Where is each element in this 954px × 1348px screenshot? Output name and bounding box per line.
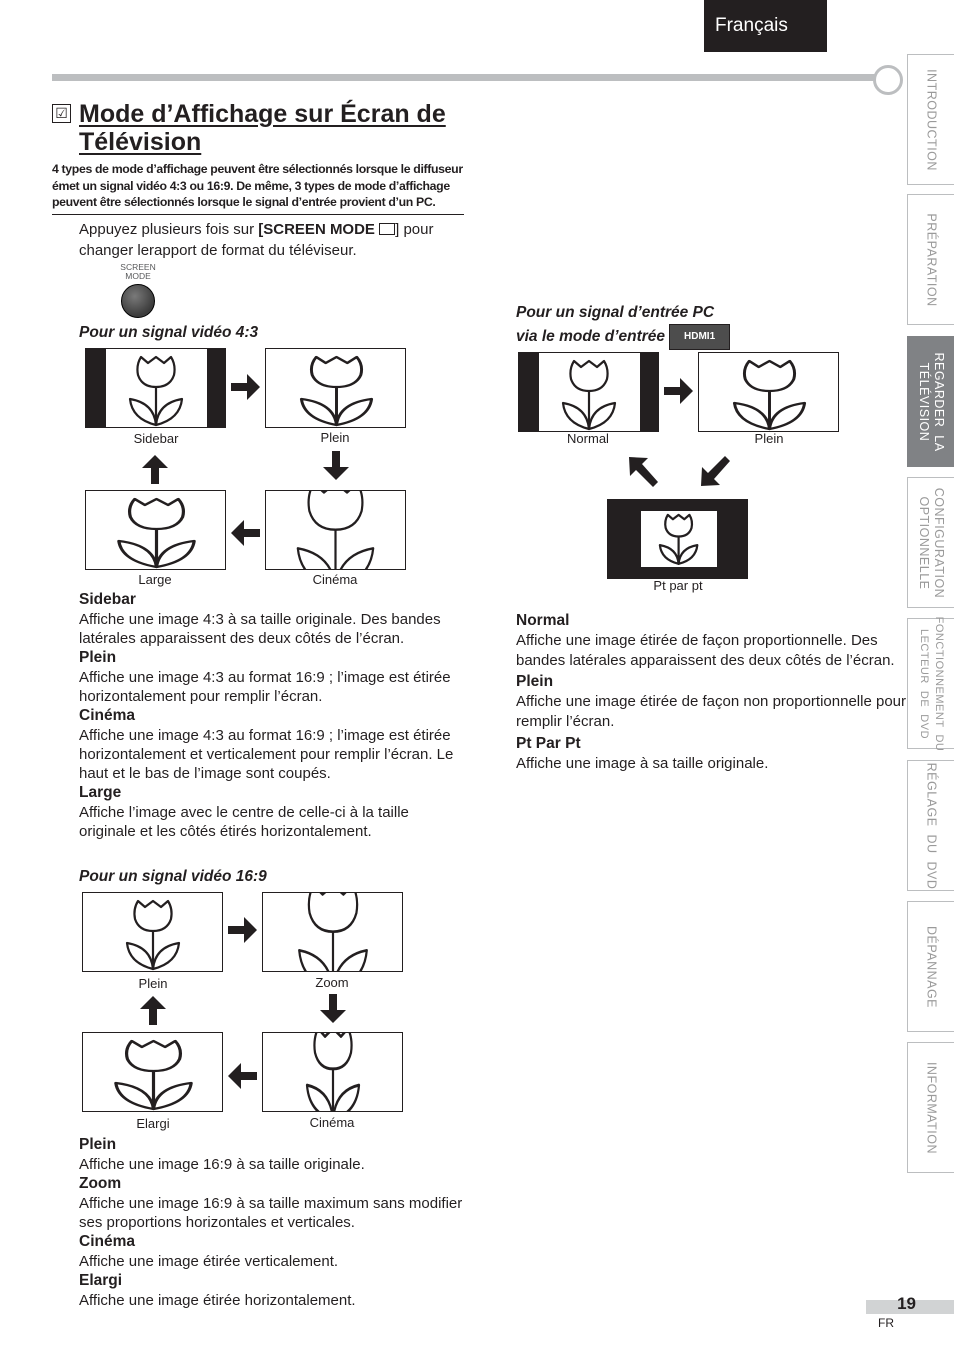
section-pc-heading-text: via le mode d’entrée: [516, 328, 666, 345]
arrow-down-left-icon: [699, 456, 731, 488]
arrow-right-icon: [664, 376, 694, 406]
term-cinema: Cinéma: [79, 707, 135, 724]
section-pc-heading-1: Pour un signal d’entrée PC: [516, 304, 715, 321]
caption-sidebar: Sidebar: [133, 431, 179, 446]
term-cinema-169: Cinéma: [79, 1233, 135, 1250]
tv-ptparpt-pc: [607, 499, 748, 579]
side-tab-fonctionnement-dvd[interactable]: [907, 618, 954, 749]
side-tab-label: REGARDER LA TÉLÉVISION: [917, 351, 946, 452]
instruction-button: [SCREEN MODE: [258, 221, 380, 238]
desc-plein-pc: Affiche une image étirée de façon non proportionnelle pour remplir l’écran.: [516, 693, 906, 730]
caption-cinema-169: Cinéma: [309, 1115, 355, 1130]
tulip-illustration: [83, 1033, 223, 1112]
term-plein-169: Plein: [79, 1136, 117, 1153]
desc-plein-169: Affiche une image 16:9 à sa taille originale.: [79, 1156, 365, 1173]
page-title-text: Mode d’Affichage sur Écran de Télévision: [79, 100, 446, 156]
tv-plein-pc: [698, 352, 839, 432]
side-tab-information[interactable]: [907, 1042, 954, 1173]
caption-cinema: Cinéma: [312, 572, 358, 587]
section-169-descriptions: [79, 1135, 469, 1310]
instruction-before: Appuyez plusieurs fois sur: [79, 221, 259, 238]
arrow-up-icon: [140, 455, 170, 485]
desc-sidebar: Affiche une image 4:3 à sa taille originale. Des bandes latérales apparaissent des deux côtés de l’écran.: [79, 611, 441, 647]
arrow-right-icon: [231, 372, 261, 402]
side-tab-label: FONCTIONNEMENT DU LECTEUR DE DVD: [918, 616, 945, 751]
tv-zoom-169: [262, 892, 403, 972]
tv-normal-pc: [518, 352, 659, 432]
arrow-up-left-icon: [627, 456, 659, 488]
page-number: 19: [897, 1294, 916, 1313]
side-tab-preparation[interactable]: [907, 194, 954, 325]
desc-large: Affiche l’image avec le centre de celle-ci à la taille originale et les côtés étirés horizontalement.: [79, 804, 409, 840]
side-tab-introduction[interactable]: [907, 54, 954, 185]
caption-normal: Normal: [567, 431, 609, 446]
desc-cinema-169: Affiche une image étirée verticalement.: [79, 1253, 339, 1270]
side-tab-configuration[interactable]: [907, 477, 954, 608]
term-zoom: Zoom: [79, 1175, 122, 1192]
page-lang-code: FR: [878, 1316, 894, 1330]
tulip-illustration: [263, 1033, 403, 1112]
term-sidebar: Sidebar: [79, 591, 136, 608]
section-pc-heading-2: [516, 324, 730, 350]
tulip-illustration: [519, 353, 659, 432]
caption-plein-169: Plein: [138, 976, 168, 991]
tv-cinema-169: [262, 1032, 403, 1112]
desc-ptparpt: Affiche une image à sa taille originale.: [516, 755, 769, 772]
side-tab-depannage[interactable]: [907, 901, 954, 1032]
arrow-down-icon: [318, 994, 348, 1024]
arrow-left-icon: [231, 518, 261, 548]
term-normal: Normal: [516, 612, 570, 629]
term-plein: Plein: [79, 649, 117, 666]
page-title: [52, 100, 472, 156]
instruction: [79, 219, 464, 261]
caption-plein: Plein: [320, 430, 350, 445]
section-pc-descriptions: [516, 611, 908, 773]
screen-mode-icon: [379, 223, 395, 235]
tulip-illustration: [86, 491, 226, 570]
arrow-up-icon: [138, 996, 168, 1026]
section-43-descriptions: [79, 590, 469, 841]
side-tab-label: DÉPANNAGE: [924, 925, 939, 1008]
section-169-heading: Pour un signal vidéo 16:9: [79, 868, 267, 885]
arrow-right-icon: [228, 915, 258, 945]
tulip-illustration: [266, 491, 406, 570]
arrow-down-icon: [321, 451, 351, 481]
caption-elargi: Elargi: [136, 1116, 170, 1131]
intro-paragraph: 4 types de mode d’affichage peuvent être sélectionnés lorsque le diffuseur émet un signal vidéo 4:3 ou 16:9. De même, 3 types de mode d’affichage peuvent être sélectionnés lorsque le signal d’entrée provient d’un PC.: [52, 162, 463, 209]
side-tab-reglage-dvd[interactable]: [907, 760, 954, 891]
checkbox-icon: ☑: [52, 104, 71, 123]
side-tab-label: INTRODUCTION: [924, 68, 939, 171]
tulip-illustration: [263, 893, 403, 972]
desc-cinema: Affiche une image 4:3 au format 16:9 ; l’image est étirée horizontalement et verticalement pour remplir l’écran. Le haut et le bas de l’image sont coupés.: [79, 727, 454, 782]
desc-zoom: Affiche une image 16:9 à sa taille maximum sans modifier ses proportions horizontales et verticales.: [79, 1195, 463, 1231]
tv-large-43: [85, 490, 226, 570]
remote-button-label: SCREEN MODE: [120, 262, 156, 281]
header-rule-circle: [873, 65, 903, 95]
caption-plein-pc: Plein: [754, 431, 784, 446]
side-tab-label: PRÉPARATION: [924, 212, 939, 307]
tv-elargi-169: [82, 1032, 223, 1112]
side-tab-regarder-television[interactable]: [907, 336, 954, 467]
tulip-illustration: [86, 349, 226, 428]
side-tab-label: RÉGLAGE DU DVD: [924, 762, 939, 889]
tv-plein-43: [265, 348, 406, 428]
tulip-illustration: [699, 353, 839, 432]
intro-divider: [52, 214, 464, 215]
header-rule: [52, 74, 878, 81]
screen-mode-button-icon: [121, 284, 155, 318]
tv-plein-169: [82, 892, 223, 972]
desc-plein: Affiche une image 4:3 au format 16:9 ; l’image est étirée horizontalement pour remplir l’écran.: [79, 669, 451, 705]
tulip-illustration: [83, 893, 223, 972]
side-tab-label: INFORMATION: [924, 1061, 939, 1154]
desc-normal: Affiche une image étirée de façon proportionnelle. Des bandes latérales apparaissent des deux côtés de l’écran.: [516, 632, 895, 669]
tv-sidebar-43: [85, 348, 226, 428]
term-elargi: Elargi: [79, 1272, 123, 1289]
caption-ptparpt: Pt par pt: [653, 578, 703, 593]
term-plein-pc: Plein: [516, 673, 554, 690]
term-large: Large: [79, 784, 122, 801]
arrow-left-icon: [228, 1061, 258, 1091]
caption-large: Large: [138, 572, 172, 587]
desc-elargi: Affiche une image étirée horizontalement.: [79, 1292, 356, 1309]
tulip-illustration: [266, 349, 406, 428]
side-tab-label: CONFIGURATION OPTIONNELLE: [917, 487, 946, 598]
section-43-heading: Pour un signal vidéo 4:3: [79, 324, 259, 341]
tv-cinema-43: [265, 490, 406, 570]
tulip-illustration: [608, 500, 748, 579]
instruction-after: ] pour changer lerapport de format du téléviseur.: [79, 221, 434, 259]
term-ptparpt: Pt Par Pt: [516, 735, 581, 752]
caption-zoom: Zoom: [315, 975, 349, 990]
language-tab: Français: [704, 0, 827, 52]
hdmi1-badge: HDMI1: [669, 324, 730, 350]
